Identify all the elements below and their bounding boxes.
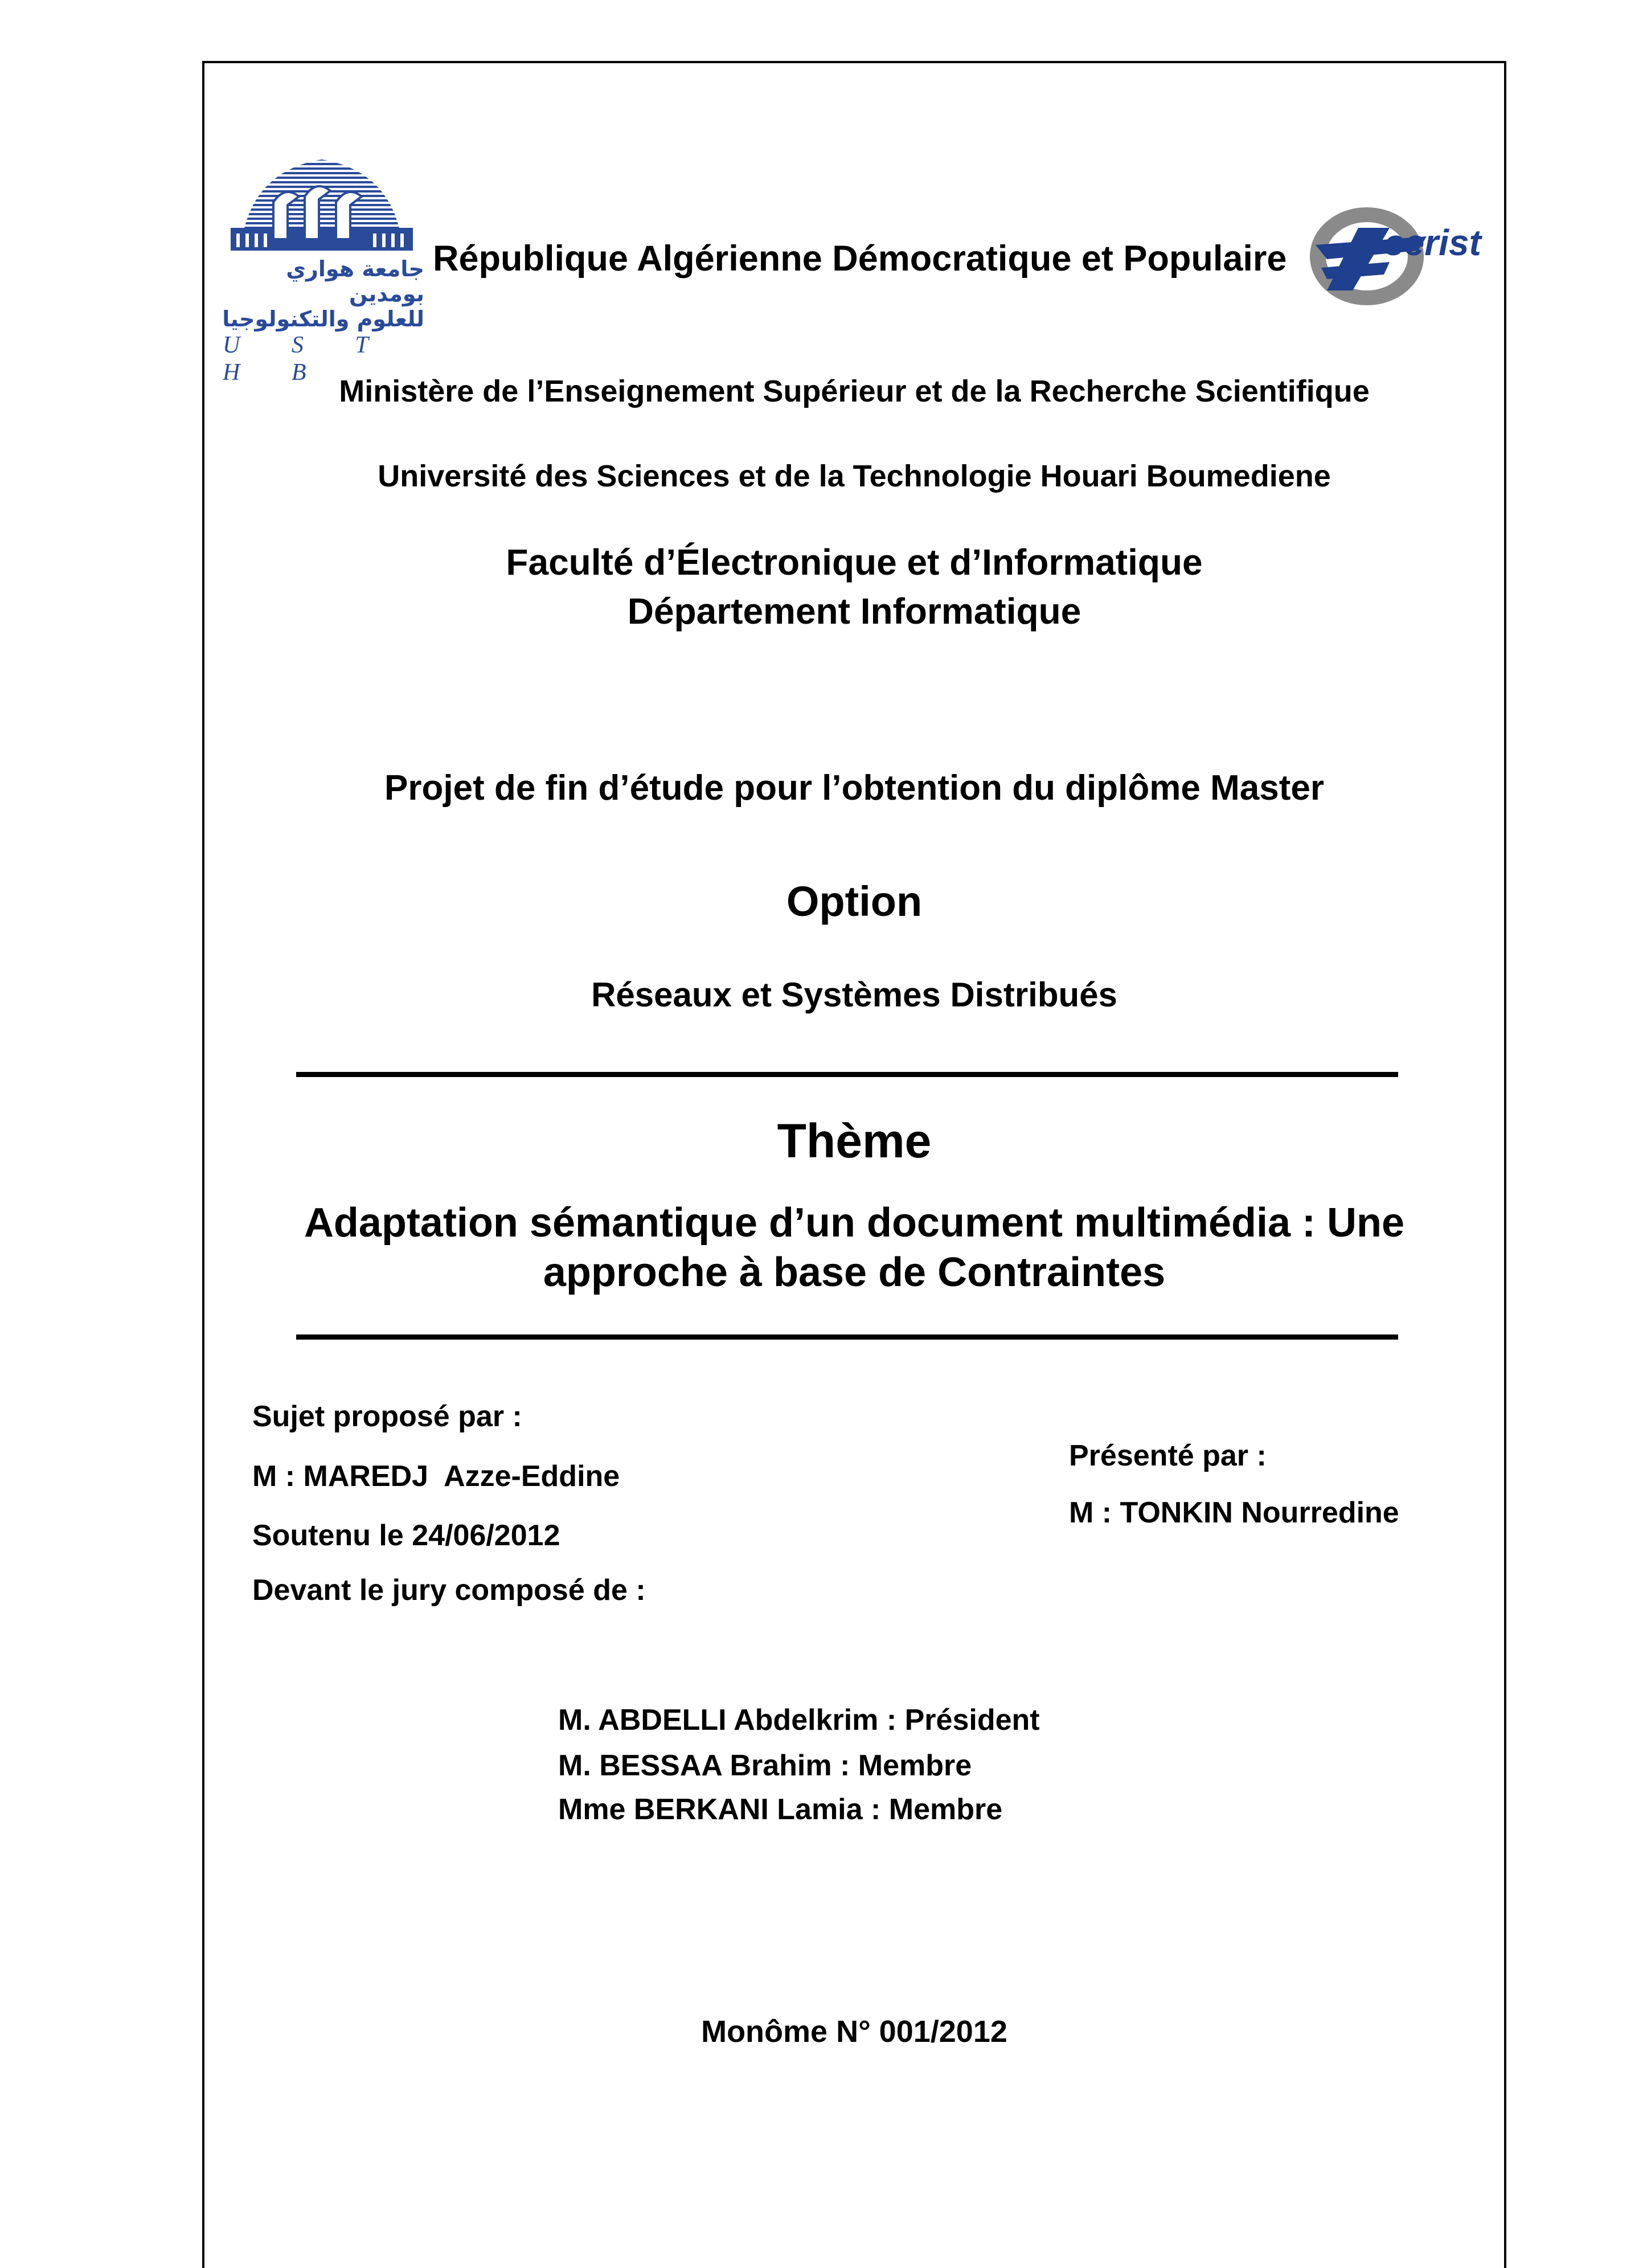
usthb-arabic-name: جامعة هواري بومدين للعلوم والتكنولوجيا [222,256,424,331]
presented-by: M : TONKIN Nourredine [1069,1496,1399,1529]
proposed-label: Sujet proposé par : [252,1400,522,1433]
jury-label: Devant le jury composé de : [252,1574,646,1607]
usthb-logo [219,154,424,386]
department-line: Département Informatique [627,591,1081,632]
svg-text:cerist: cerist [1384,222,1481,263]
jury-member: Mme BERKANI Lamia : Membre [558,1793,1003,1826]
usthb-latin-name: U S T H B [223,332,391,386]
theme-title-line2: approche à base de Contraintes [543,1250,1166,1295]
republic-title: République Algérienne Démocratique et Populaire [433,239,1287,279]
monome-number: Monôme N° 001/2012 [701,2015,1007,2049]
jury-member: M. BESSAA Brahim : Membre [558,1749,972,1782]
option-label: Option [786,878,923,925]
option-value: Réseaux et Systèmes Distribués [591,976,1117,1014]
bottom-divider [296,1334,1398,1340]
cerist-emblem-icon [1304,205,1492,308]
usthb-emblem-icon [219,154,424,253]
jury-member: M. ABDELLI Abdelkrim : Président [558,1704,1040,1737]
defended-date: Soutenu le 24/06/2012 [252,1519,560,1552]
theme-label: Thème [777,1114,932,1168]
ministry-line: Ministère de l’Enseignement Supérieur et de la Recherche Scientifique [339,374,1370,408]
university-line: Université des Sciences et de la Technologie Houari Boumediene [378,459,1331,493]
proposed-by: M : MAREDJ Azze-Eddine [252,1460,620,1493]
top-divider [296,1072,1398,1077]
cerist-logo [1304,205,1492,308]
theme-title-line1: Adaptation sémantique d’un document multimédia : Une [304,1200,1405,1246]
faculty-line: Faculté d’Électronique et d’Informatique [506,542,1203,583]
presented-label: Présenté par : [1069,1439,1267,1472]
project-title: Projet de fin d’étude pour l’obtention du diplôme Master [384,768,1324,808]
